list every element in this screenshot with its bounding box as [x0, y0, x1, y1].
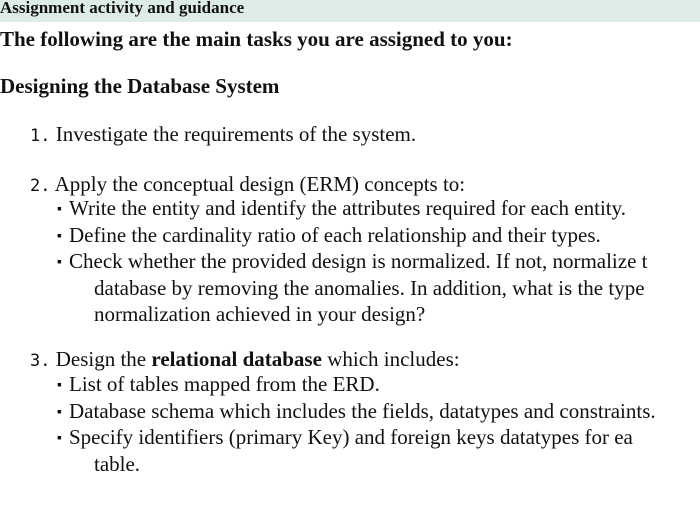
header-title: Assignment activity and guidance — [0, 0, 245, 17]
task-text: Investigate the requirements of the system. — [55, 122, 417, 146]
task-text: Apply the conceptual design (ERM) concepts to: — [54, 172, 466, 196]
main-heading: The following are the main tasks you are assigned to you: — [0, 27, 513, 51]
bullet-text: Specify identifiers (primary Key) and foreign keys datatypes for ea — [69, 425, 633, 450]
bullet-text: Write the entity and identify the attributes required for each entity. — [69, 196, 627, 220]
bullet-text-continued: database by removing the anomalies. In addition, what is the type — [94, 276, 645, 301]
bullet-item — [57, 223, 648, 250]
bullet-icon: ▪ — [57, 378, 62, 393]
bullet-icon: ▪ — [57, 255, 62, 271]
bullet-icon: ▪ — [57, 202, 62, 217]
task-number: 2. — [30, 176, 51, 196]
task-1 — [30, 121, 416, 149]
bullet-item — [57, 372, 656, 399]
bullet-icon: ▪ — [57, 228, 62, 244]
bullet-text: List of tables mapped from the ERD. — [69, 372, 380, 396]
bullet-text: Check whether the provided design is normalized. If not, normalize t — [69, 249, 648, 274]
task-2 — [30, 171, 465, 199]
task-2-bullets — [57, 196, 648, 328]
bullet-item — [57, 249, 648, 327]
bullet-item — [57, 196, 648, 223]
bullet-icon: ▪ — [57, 431, 62, 447]
bullet-item — [57, 425, 656, 477]
bullet-text: Database schema which includes the fields, datatypes and constraints. — [69, 398, 656, 423]
task-3 — [30, 346, 460, 374]
bullet-text-continued: table. — [94, 452, 141, 477]
task-3-bullets — [57, 372, 656, 478]
section-heading: Designing the Database System — [0, 74, 280, 98]
bullet-text: Define the cardinality ratio of each relationship and their types. — [69, 222, 601, 247]
task-text: Design the — [55, 347, 152, 371]
bullet-text-continued: normalization achieved in your design? — [94, 301, 426, 326]
task-text-emphasis: relational database — [151, 347, 322, 371]
task-number: 3. — [30, 351, 51, 371]
bullet-icon: ▪ — [57, 404, 62, 420]
bullet-item — [57, 399, 656, 426]
task-number: 1. — [30, 126, 51, 146]
header-bar — [0, 0, 700, 22]
task-text: which includes: — [321, 347, 460, 371]
